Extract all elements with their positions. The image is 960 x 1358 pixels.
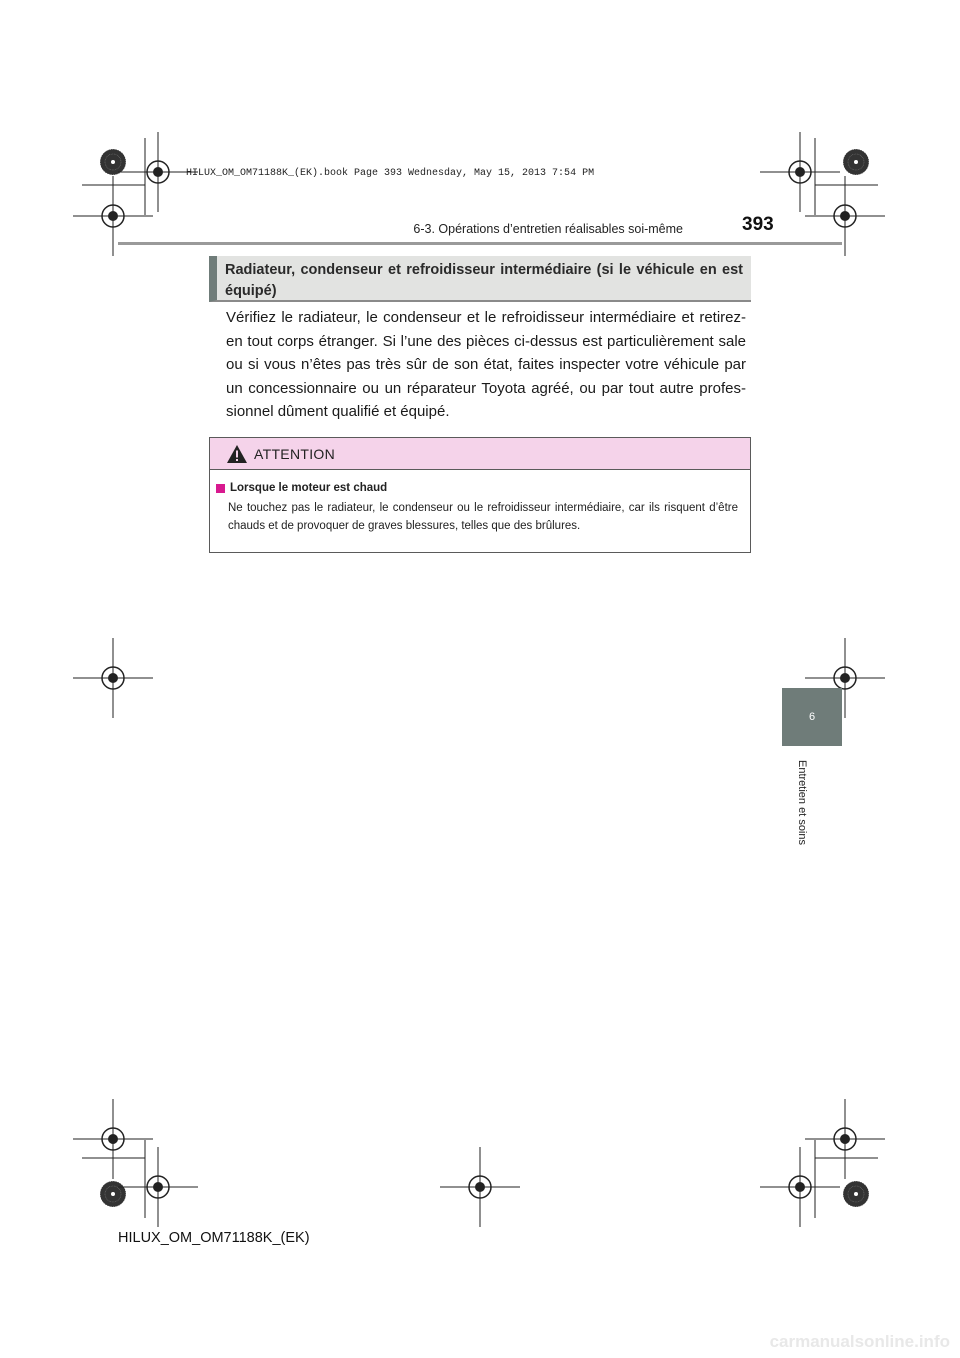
section-heading-text: Radiateur, condenseur et refroidisseur intermédiaire (si le véhicule en est équipé) [225,262,743,299]
caution-box [209,437,751,553]
warning-triangle-icon [226,444,248,464]
page-number: 393 [742,214,774,235]
header-rule [118,242,842,245]
section-heading [209,256,751,302]
footer-code: HILUX_OM_OM71188K_(EK) [118,1230,310,1246]
caution-item-title-text: Lorsque le moteur est chaud [230,482,388,494]
caution-item [210,470,750,535]
caution-item-title [216,482,738,494]
caution-title: ATTENTION [254,445,335,462]
caution-header [210,438,750,470]
caution-item-body: Ne touchez pas le radiateur, le condenseur ou le refroidisseur intermédiaire, car ils risquent d’être chauds et de provoquer de graves blessures, telles que des brûlures. [228,502,738,532]
chapter-number: 6 [808,711,816,723]
chapter-label: Entretien et soins [796,760,808,845]
section-title: 6-3. Opérations d’entretien réalisables soi-même [413,222,683,236]
watermark: carmanualsonline.info [769,1332,950,1351]
chapter-tab [782,688,842,746]
print-stamp: HILUX_OM_OM71188K_(EK).book Page 393 Wednesday, May 15, 2013 7:54 PM [186,168,595,179]
body-paragraph: Vérifiez le radiateur, le condenseur et le refroidisseur intermédiaire et retirez-en tout corps étranger. Si l’une des pièces ci-dessus est particulièrement sale ou si vous n’êtes pas très sûr de son état, faites inspecter votre véhicule par un concessionnaire ou un réparateur Toyota agréé, ou par tout autre profes-sionnel dûment qualifié et équipé. [226,309,746,421]
bullet-square-icon [216,484,225,493]
